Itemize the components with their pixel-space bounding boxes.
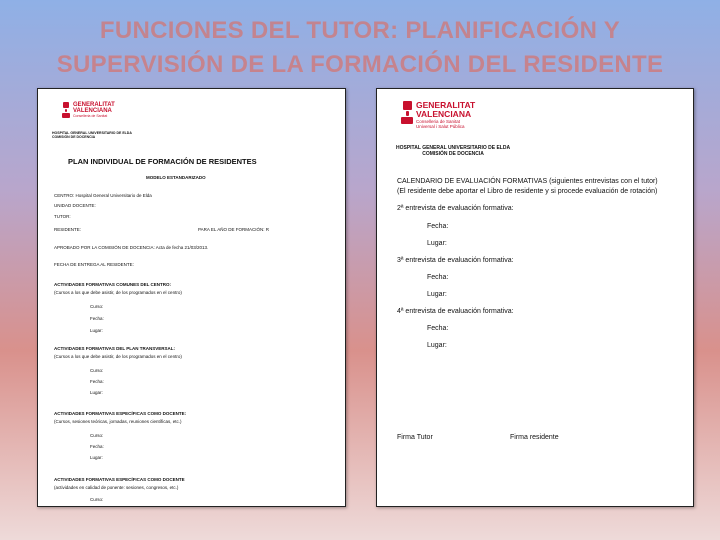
aprobado-field: APROBADO POR LA COMISIÓN DE DOCENCIA: Acta de fecha 21/03/2013. [54,245,209,250]
section-comunes-sub: (Cursos a los que debe asistir, de los programados en el centro) [54,290,182,295]
hospital-header: HOSPITAL GENERAL UNIVERSITARIO DE ELDA COMISIÓN DE DOCENCIA [52,131,132,140]
generalitat-logo [62,102,115,118]
fecha-entrega-field: FECHA DE ENTREGA AL RESIDENTE: [54,262,134,267]
entrevista-2-lugar: Lugar: [427,240,447,247]
ano-formacion-field: PARA EL AÑO DE FORMACIÓN: R [198,227,270,232]
tutor-field: TUTOR: [54,214,71,219]
section-ponente-title: ACTIVIDADES FORMATIVAS ESPECÍFICAS COMO DOCENTE [54,477,185,482]
generalitat-logo-icon [401,101,413,124]
section-transversal-fecha: Fecha: [90,379,104,384]
section-comunes-lugar: Lugar: [90,328,103,333]
entrevista-2-fecha: Fecha: [427,223,449,230]
model-label: MODELO ESTANDARIZADO [146,175,206,180]
section-transversal-lugar: Lugar: [90,390,103,395]
firma-tutor-label: Firma Tutor [397,434,433,441]
section-transversal-title: ACTIVIDADES FORMATIVAS DEL PLAN TRANSVERSAL: [54,346,176,351]
section-transversal-curso: Curso: [90,368,104,373]
slide-title [0,14,720,82]
section-comunes-title: ACTIVIDADES FORMATIVAS COMUNES DEL CENTRO: [54,282,172,287]
section-docente-title: ACTIVIDADES FORMATIVAS ESPECÍFICAS COMO DOCENTE: [54,411,187,416]
section-docente-curso: Curso: [90,433,104,438]
entrevista-2-label: 2ª entrevista de evaluación formativa: [397,205,514,212]
entrevista-3-fecha: Fecha: [427,274,449,281]
plan-heading: PLAN INDIVIDUAL DE FORMACIÓN DE RESIDENTES [68,157,257,166]
logo-text: GENERALITAT VALENCIANA [73,102,115,115]
residente-field: RESIDENTE: [54,227,82,232]
hospital-header: HOSPITAL GENERAL UNIVERSITARIO DE ELDA COMISIÓN DE DOCENCIA [396,145,511,157]
plan-individual-document [37,88,346,507]
calendario-note: (El residente debe aportar el Libro de residente y si procede evaluación de rotación) [397,188,658,195]
slide-title-line-2: SUPERVISIÓN DE LA FORMACIÓN DEL RESIDENTE [56,51,664,78]
slide-title-line-1: FUNCIONES DEL TUTOR: PLANIFICACIÓN Y [99,17,621,44]
section-docente-lugar: Lugar: [90,455,103,460]
centro-field: CENTRO: Hospital General Universitario de Elda [54,193,152,198]
entrevista-3-lugar: Lugar: [427,291,447,298]
logo-subtext: Conselleria de Sanitat [73,113,108,118]
section-transversal-sub: (Cursos a los que debe asistir, de los programados en el centro) [54,354,182,359]
unidad-docente-field: UNIDAD DOCENTE: [54,203,96,208]
entrevista-4-fecha: Fecha: [427,325,449,332]
entrevista-4-lugar: Lugar: [427,342,447,349]
calendario-title: CALENDARIO DE EVALUACIÓN FORMATIVAS (siguientes entrevistas con el tutor) [397,178,658,185]
calendario-evaluacion-document [376,88,694,507]
section-ponente-sub: (actividades en calidad de ponente: sesiones, congresos, etc.) [54,485,179,490]
logo-subtext: Conselleria de Sanitat Universal i Salut Pública [416,118,465,129]
section-docente-sub: (Cursos, sesiones teóricas, jornadas, reuniones científicas, etc.) [54,419,182,424]
section-comunes-curso: Curso: [90,304,104,309]
section-ponente-curso: Curso: [90,497,104,502]
entrevista-4-label: 4ª entrevista de evaluación formativa: [397,308,514,315]
entrevista-3-label: 3ª entrevista de evaluación formativa: [397,257,514,264]
section-docente-fecha: Fecha: [90,444,104,449]
generalitat-logo-icon [62,102,70,118]
logo-text: GENERALITAT VALENCIANA [416,100,476,119]
section-comunes-fecha: Fecha: [90,316,104,321]
firma-residente-label: Firma residente [510,434,559,441]
generalitat-logo [401,101,475,130]
